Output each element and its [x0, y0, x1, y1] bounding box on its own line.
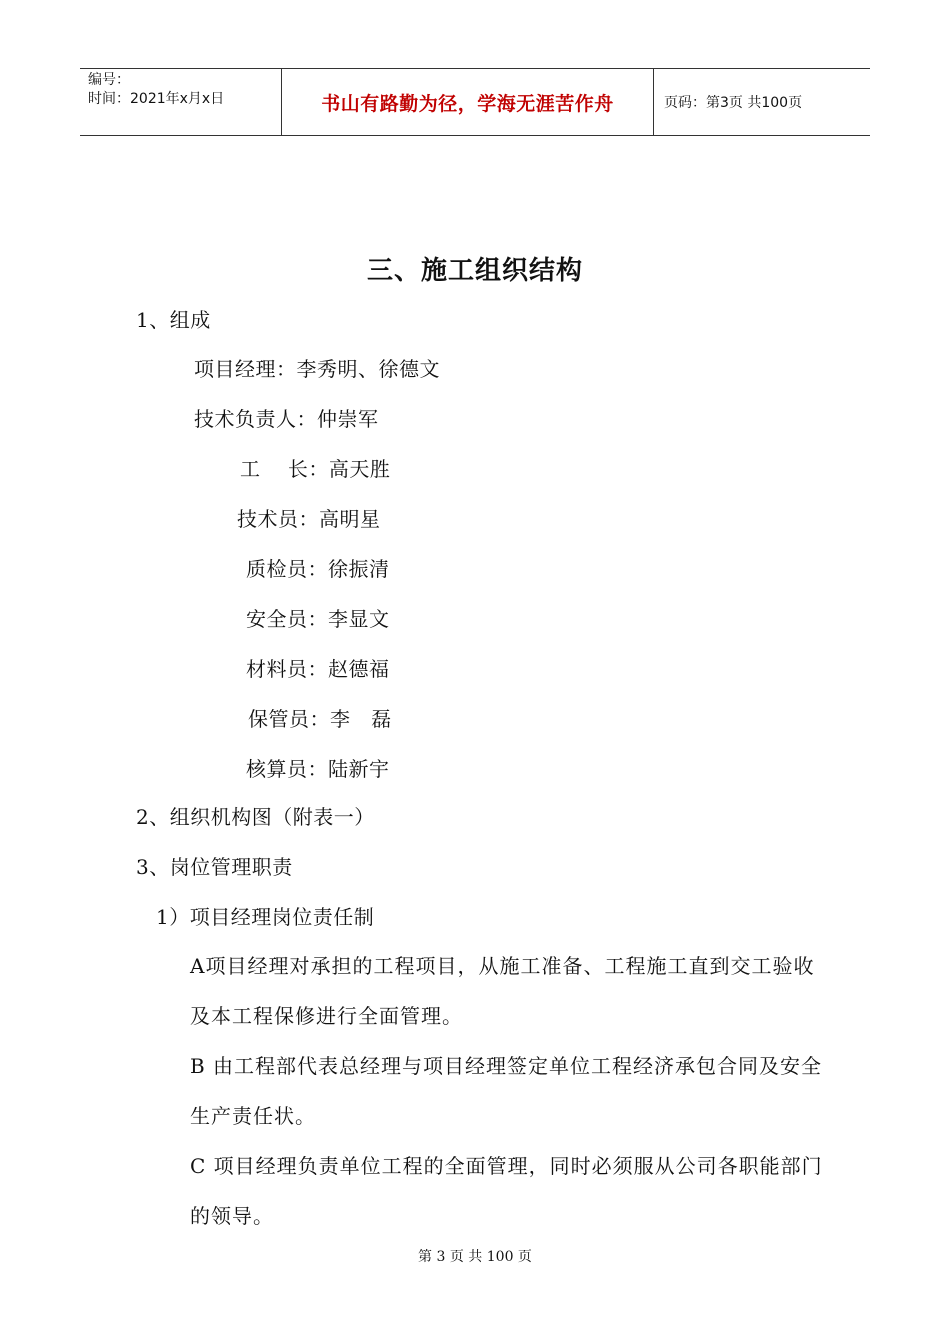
paragraph-c: C 项目经理负责单位工程的全面管理，同时必须服从公司各职能部门的领导。 — [190, 1154, 823, 1228]
header-page-info: 页码：第3页 共100页 — [664, 95, 803, 111]
paragraph-b: B 由工程部代表总经理与项目经理签定单位工程经济承包合同及安全生产责任状。 — [190, 1054, 823, 1128]
header-meta — [80, 69, 282, 135]
time-label: 时间：2021年x月x日 — [88, 91, 225, 107]
section-heading-duties: 3、岗位管理职责 — [136, 855, 293, 879]
section-heading-composition: 1、组成 — [136, 308, 211, 332]
paragraph-a: A项目经理对承担的工程项目，从施工准备、工程施工直到交工验收及本工程保修进行全面管理。 — [190, 954, 815, 1028]
member-line: 技术员：高明星 — [237, 507, 381, 531]
member-line: 工 长：高天胜 — [240, 457, 391, 481]
number-label: 编号： — [88, 72, 130, 88]
member-line: 技术负责人：仲崇军 — [194, 407, 379, 431]
document-header — [80, 68, 870, 136]
subsection-heading-pm-duties: 1）项目经理岗位责任制 — [156, 905, 375, 929]
page-title: 三、施工组织结构 — [366, 256, 583, 286]
member-line: 质检员：徐振清 — [246, 557, 390, 581]
member-line: 核算员：陆新宇 — [246, 757, 390, 781]
page-footer: 第 3 页 共 100 页 — [418, 1249, 532, 1265]
header-motto: 书山有路勤为径，学海无涯苦作舟 — [282, 69, 654, 135]
member-line: 项目经理：李秀明、徐德文 — [194, 357, 440, 381]
member-line: 安全员：李显文 — [246, 607, 390, 631]
section-heading-org-chart: 2、组织机构图（附表一） — [136, 805, 375, 829]
member-line: 保管员：李 磊 — [248, 707, 392, 731]
member-line: 材料员：赵德福 — [246, 657, 390, 681]
